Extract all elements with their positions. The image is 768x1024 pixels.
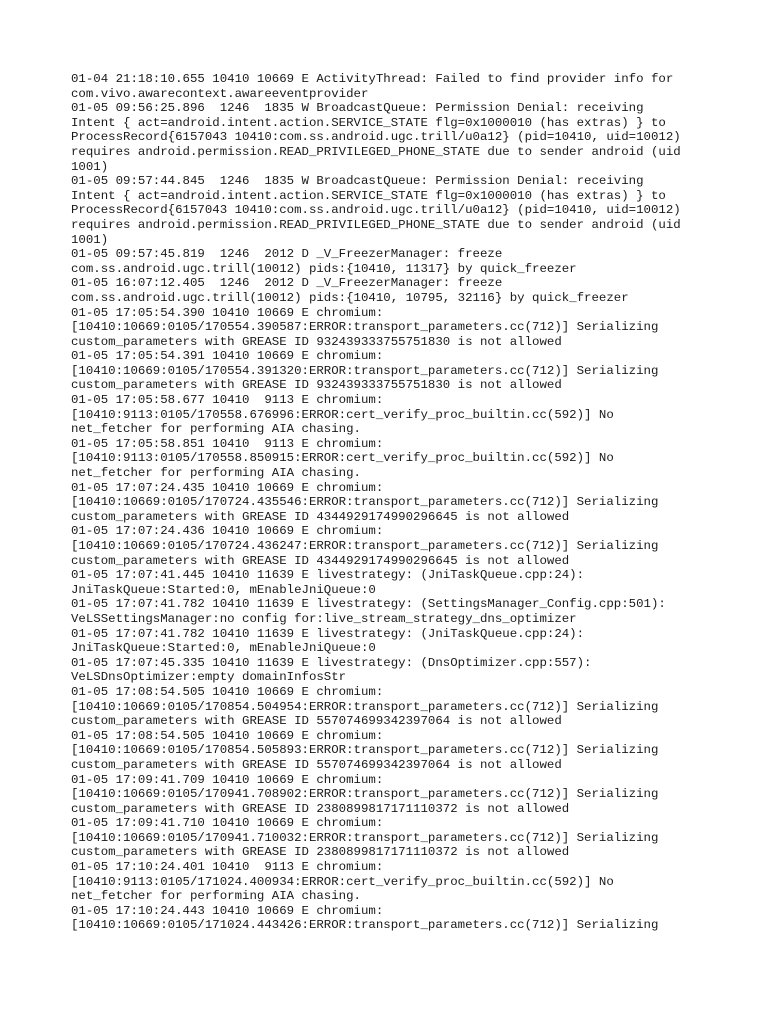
- log-line: requires android.permission.READ_PRIVILEGED_PHONE_STATE due to sender android (uid: [71, 217, 681, 232]
- log-line: 01-05 16:07:12.405 1246 2012 D _V_FreezerManager: freeze: [71, 276, 503, 291]
- log-line: com.ss.android.ugc.trill(10012) pids:{10410, 10795, 32116} by quick_freezer: [71, 290, 629, 305]
- log-line: 1001): [71, 159, 109, 174]
- log-line: 01-05 17:05:58.677 10410 9113 E chromium:: [71, 393, 384, 408]
- log-line: custom_parameters with GREASE ID 2380899817171110372 is not allowed: [71, 801, 570, 816]
- log-line: [10410:10669:0105/170854.504954:ERROR:transport_parameters.cc(712)] Serializing: [71, 699, 659, 714]
- log-line: com.ss.android.ugc.trill(10012) pids:{10410, 11317} by quick_freezer: [71, 261, 577, 276]
- log-line: 01-05 17:08:54.505 10410 10669 E chromium:: [71, 728, 384, 743]
- log-line: 01-05 17:07:24.436 10410 10669 E chromium:: [71, 524, 384, 539]
- log-line: ProcessRecord{6157043 10410:com.ss.android.ugc.trill/u0a12} (pid=10410, uid=10012): [71, 203, 681, 218]
- log-line: JniTaskQueue:Started:0, mEnableJniQueue:0: [71, 582, 376, 597]
- log-line: 01-05 17:05:54.391 10410 10669 E chromium:: [71, 349, 384, 364]
- log-line: 01-05 17:05:54.390 10410 10669 E chromium:: [71, 305, 384, 320]
- log-line: custom_parameters with GREASE ID 4344929174990296645 is not allowed: [71, 509, 570, 524]
- log-line: 01-05 09:57:44.845 1246 1835 W BroadcastQueue: Permission Denial: receiving: [71, 174, 644, 189]
- log-line: VeLSDnsOptimizer:empty domainInfosStr: [71, 670, 347, 685]
- log-line: 01-05 09:56:25.896 1246 1835 W BroadcastQueue: Permission Denial: receiving: [71, 101, 644, 116]
- log-line: [10410:10669:0105/170554.391320:ERROR:transport_parameters.cc(712)] Serializing: [71, 363, 659, 378]
- log-line: custom_parameters with GREASE ID 2380899817171110372 is not allowed: [71, 845, 570, 860]
- log-line: 01-05 17:10:24.443 10410 10669 E chromium:: [71, 903, 384, 918]
- log-line: Intent { act=android.intent.action.SERVICE_STATE flg=0x1000010 (has extras) } to: [71, 188, 666, 203]
- log-line: requires android.permission.READ_PRIVILEGED_PHONE_STATE due to sender android (uid: [71, 144, 681, 159]
- log-line: 01-05 17:07:41.782 10410 11639 E livestrategy: (SettingsManager_Config.cpp:501):: [71, 597, 666, 612]
- log-line: JniTaskQueue:Started:0, mEnableJniQueue:0: [71, 641, 376, 656]
- log-line: 01-05 17:07:41.782 10410 11639 E livestrategy: (JniTaskQueue.cpp:24):: [71, 626, 585, 641]
- log-line: 01-05 17:09:41.709 10410 10669 E chromium:: [71, 772, 384, 787]
- log-line: 1001): [71, 232, 109, 247]
- log-line: [10410:10669:0105/170941.710032:ERROR:transport_parameters.cc(712)] Serializing: [71, 830, 659, 845]
- log-line: custom_parameters with GREASE ID 932439333755751830 is not allowed: [71, 334, 562, 349]
- log-line: [10410:10669:0105/170554.390587:ERROR:transport_parameters.cc(712)] Serializing: [71, 320, 659, 335]
- log-line: net_fetcher for performing AIA chasing.: [71, 889, 361, 904]
- log-line: 01-05 17:09:41.710 10410 10669 E chromium:: [71, 816, 384, 831]
- log-line: 01-05 17:10:24.401 10410 9113 E chromium:: [71, 860, 384, 875]
- log-line: [10410:9113:0105/170558.676996:ERROR:cert_verify_proc_builtin.cc(592)] No: [71, 407, 614, 422]
- log-line: com.vivo.awarecontext.awareeventprovider: [71, 86, 369, 101]
- log-line: 01-05 17:07:24.435 10410 10669 E chromium:: [71, 480, 384, 495]
- log-line: 01-05 17:07:45.335 10410 11639 E livestrategy: (DnsOptimizer.cpp:557):: [71, 655, 592, 670]
- log-line: 01-05 17:07:41.445 10410 11639 E livestrategy: (JniTaskQueue.cpp:24):: [71, 568, 585, 583]
- log-line: [10410:9113:0105/170558.850915:ERROR:cert_verify_proc_builtin.cc(592)] No: [71, 451, 614, 466]
- log-line: net_fetcher for performing AIA chasing.: [71, 422, 361, 437]
- log-line: 01-05 17:08:54.505 10410 10669 E chromium:: [71, 684, 384, 699]
- log-line: custom_parameters with GREASE ID 4344929174990296645 is not allowed: [71, 553, 570, 568]
- log-line: 01-05 09:57:45.819 1246 2012 D _V_FreezerManager: freeze: [71, 247, 503, 262]
- log-line: Intent { act=android.intent.action.SERVICE_STATE flg=0x1000010 (has extras) } to: [71, 115, 666, 130]
- log-line: [10410:10669:0105/170724.435546:ERROR:transport_parameters.cc(712)] Serializing: [71, 495, 659, 510]
- log-line: [10410:10669:0105/170854.505893:ERROR:transport_parameters.cc(712)] Serializing: [71, 743, 659, 758]
- log-document: [71, 72, 711, 933]
- log-line: ProcessRecord{6157043 10410:com.ss.android.ugc.trill/u0a12} (pid=10410, uid=10012): [71, 130, 681, 145]
- log-line: VeLSSettingsManager:no config for:live_stream_strategy_dns_optimizer: [71, 611, 577, 626]
- log-line: 01-04 21:18:10.655 10410 10669 E ActivityThread: Failed to find provider info for: [71, 72, 674, 86]
- log-line: custom_parameters with GREASE ID 557074699342397064 is not allowed: [71, 757, 562, 772]
- log-line: custom_parameters with GREASE ID 557074699342397064 is not allowed: [71, 714, 562, 729]
- log-line: custom_parameters with GREASE ID 932439333755751830 is not allowed: [71, 378, 562, 393]
- log-line: [10410:9113:0105/171024.400934:ERROR:cert_verify_proc_builtin.cc(592)] No: [71, 874, 614, 889]
- log-line: [10410:10669:0105/170724.436247:ERROR:transport_parameters.cc(712)] Serializing: [71, 539, 659, 553]
- log-line: [10410:10669:0105/171024.443426:ERROR:transport_parameters.cc(712)] Serializing: [71, 918, 659, 933]
- log-line: 01-05 17:05:58.851 10410 9113 E chromium:: [71, 436, 384, 451]
- log-line: net_fetcher for performing AIA chasing.: [71, 466, 361, 481]
- log-line: [10410:10669:0105/170941.708902:ERROR:transport_parameters.cc(712)] Serializing: [71, 787, 659, 802]
